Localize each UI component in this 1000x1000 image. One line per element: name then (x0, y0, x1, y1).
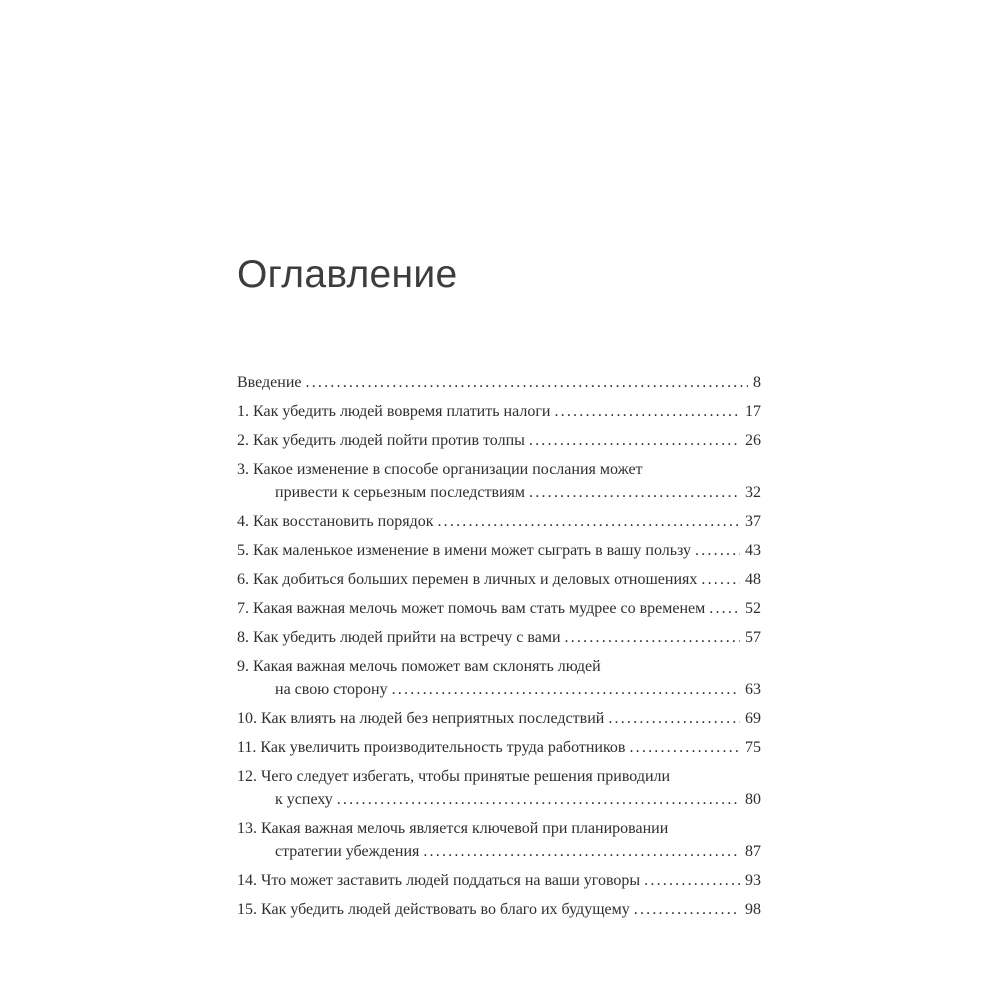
toc-entry-line (237, 458, 761, 481)
toc-leader-dots (529, 429, 740, 452)
toc-entry-text: 14. Что может заставить людей поддаться на ваши уговоры (237, 872, 641, 889)
toc-entry (237, 626, 761, 649)
toc-entry (237, 458, 761, 504)
toc-entry-text: 6. Как добиться больших перемен в личных и деловых отношениях (237, 571, 698, 588)
toc-leader-dots (306, 371, 749, 394)
toc-entry-text: привести к серьезным последствиям (275, 484, 526, 501)
toc-page-number: 43 (745, 542, 761, 559)
toc-entry-text: 4. Как восстановить порядок (237, 513, 434, 530)
toc-entry-line (237, 788, 761, 811)
toc-page-number: 69 (745, 710, 761, 727)
toc-leader-dots (608, 707, 740, 730)
toc-leader-dots (644, 869, 740, 892)
page-title: Оглавление (237, 253, 458, 296)
toc-leader-dots (392, 678, 740, 701)
toc-leader-dots (337, 788, 740, 811)
toc-leader-dots (529, 481, 740, 504)
toc-entry (237, 371, 761, 394)
toc-entry-line (237, 371, 761, 394)
toc-entry-line (237, 840, 761, 863)
toc-page-number: 48 (745, 571, 761, 588)
toc-list (237, 371, 761, 927)
toc-entry-text: 1. Как убедить людей вовремя платить налоги (237, 403, 551, 420)
toc-page-number: 52 (745, 600, 761, 617)
toc-entry-line (237, 736, 761, 759)
toc-entry-text: 10. Как влиять на людей без неприятных последствий (237, 710, 605, 727)
toc-entry (237, 568, 761, 591)
toc-entry-line (237, 539, 761, 562)
toc-leader-dots (629, 736, 740, 759)
toc-entry-text: 5. Как маленькое изменение в имени может сыграть в вашу пользу (237, 542, 692, 559)
toc-page-number: 8 (753, 374, 761, 391)
toc-entry (237, 539, 761, 562)
toc-entry-line (237, 678, 761, 701)
toc-entry-text: к успеху (275, 791, 333, 808)
toc-page-number: 98 (745, 901, 761, 918)
toc-page-number: 17 (745, 403, 761, 420)
toc-entry-line (237, 765, 761, 788)
toc-entry-line (237, 898, 761, 921)
toc-entry-line (237, 626, 761, 649)
toc-entry (237, 597, 761, 620)
toc-leader-dots (709, 597, 740, 620)
toc-entry (237, 655, 761, 701)
toc-entry-text: 2. Как убедить людей пойти против толпы (237, 432, 525, 449)
toc-leader-dots (437, 510, 740, 533)
toc-page-number: 57 (745, 629, 761, 646)
toc-page-number: 80 (745, 791, 761, 808)
toc-entry-line (237, 568, 761, 591)
toc-entry-text: 9. Какая важная мелочь поможет вам склонять людей (237, 658, 601, 675)
toc-page-number: 75 (745, 739, 761, 756)
toc-page-number: 63 (745, 681, 761, 698)
toc-entry-line (237, 400, 761, 423)
toc-page-number: 26 (745, 432, 761, 449)
toc-entry-text: на свою сторону (275, 681, 388, 698)
toc-entry-line (237, 707, 761, 730)
toc-entry-text: Введение (237, 374, 302, 391)
toc-page-number: 87 (745, 843, 761, 860)
toc-entry-line (237, 481, 761, 504)
toc-entry-text: стратегии убеждения (275, 843, 420, 860)
toc-entry-line (237, 597, 761, 620)
toc-page-number: 93 (745, 872, 761, 889)
toc-leader-dots (554, 400, 740, 423)
toc-page-number: 37 (745, 513, 761, 530)
toc-entry-text: 3. Какое изменение в способе организации послания может (237, 461, 643, 478)
toc-leader-dots (565, 626, 740, 649)
toc-entry-text: 12. Чего следует избегать, чтобы принятые решения приводили (237, 768, 671, 785)
toc-entry-line (237, 655, 761, 678)
toc-leader-dots (695, 539, 740, 562)
toc-entry (237, 765, 761, 811)
toc-entry (237, 429, 761, 452)
toc-entry-text: 11. Как увеличить производительность труда работников (237, 739, 626, 756)
toc-entry-text: 7. Какая важная мелочь может помочь вам стать мудрее со временем (237, 600, 706, 617)
toc-entry-text: 13. Какая важная мелочь является ключевой при планировании (237, 820, 669, 837)
toc-leader-dots (701, 568, 740, 591)
toc-entry (237, 898, 761, 921)
toc-entry (237, 707, 761, 730)
toc-entry-text: 15. Как убедить людей действовать во благо их будущему (237, 901, 630, 918)
toc-entry-line (237, 429, 761, 452)
toc-entry-text: 8. Как убедить людей прийти на встречу с вами (237, 629, 561, 646)
toc-entry (237, 817, 761, 863)
toc-leader-dots (423, 840, 740, 863)
toc-entry (237, 400, 761, 423)
toc-entry-line (237, 510, 761, 533)
toc-entry-line (237, 869, 761, 892)
toc-leader-dots (634, 898, 740, 921)
toc-entry-line (237, 817, 761, 840)
toc-page-number: 32 (745, 484, 761, 501)
toc-entry (237, 510, 761, 533)
toc-entry (237, 736, 761, 759)
toc-entry (237, 869, 761, 892)
